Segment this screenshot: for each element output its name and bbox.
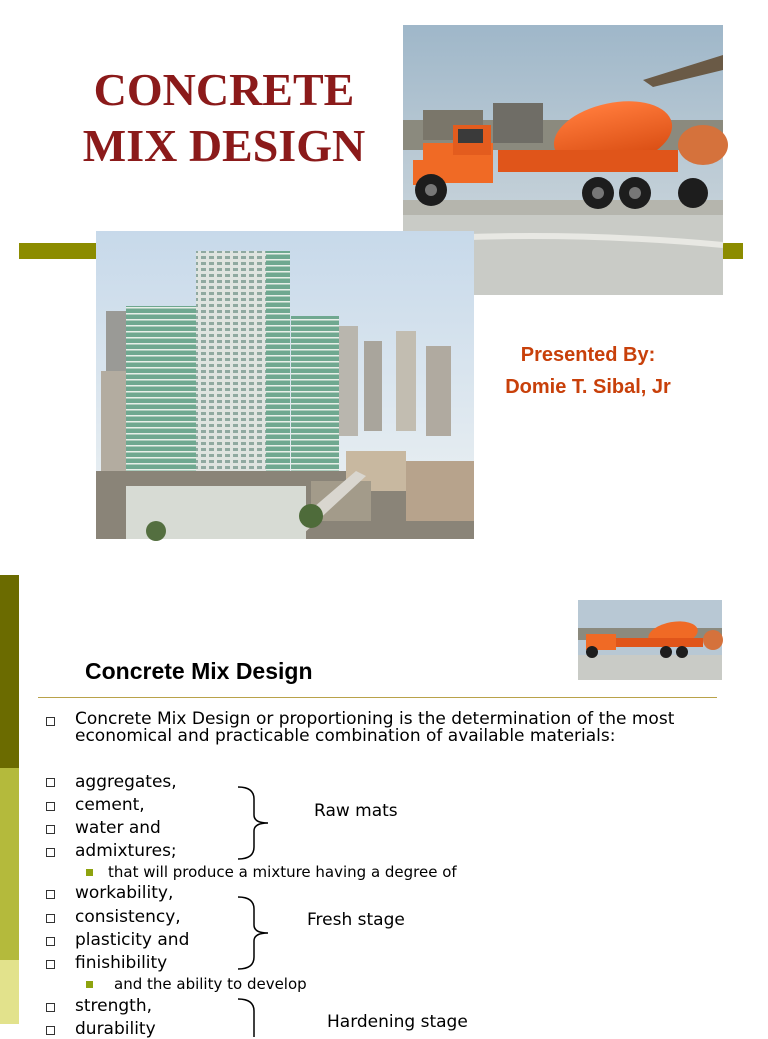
bullet-icon <box>46 914 55 923</box>
curly-brace-icon <box>234 785 274 861</box>
slide-heading: Concrete Mix Design <box>85 658 313 684</box>
content-slide <box>0 575 768 1039</box>
sub-item: and the ability to develop <box>114 975 307 993</box>
list-item: plasticity and <box>75 930 190 950</box>
list-item: aggregates, <box>75 772 177 792</box>
bullet-icon <box>46 717 55 726</box>
slide-title <box>40 62 408 174</box>
sub-item: that will produce a mixture having a degree of <box>108 863 457 881</box>
sidebar-segment-1 <box>0 575 19 768</box>
bullet-icon <box>46 937 55 946</box>
list-item: workability, <box>75 883 174 903</box>
intro-paragraph: Concrete Mix Design or proportioning is the determination of the most economical and practicable combination of available materials: <box>75 709 675 746</box>
high-rise-buildings-photo <box>96 231 474 539</box>
sidebar-segment-2 <box>0 768 19 960</box>
accent-band-right <box>722 243 743 259</box>
group-label-fresh-stage: Fresh stage <box>307 910 405 930</box>
bullet-icon <box>46 1003 55 1012</box>
slide-gap <box>0 560 768 575</box>
list-item: cement, <box>75 795 145 815</box>
bullet-icon <box>46 890 55 899</box>
bullet-icon <box>46 1026 55 1035</box>
bullet-icon <box>46 778 55 787</box>
list-item: admixtures; <box>75 841 177 861</box>
curly-brace-icon <box>234 895 274 971</box>
bullet-icon <box>46 802 55 811</box>
list-item: finishibility <box>75 953 168 973</box>
presenter-name: Domie T. Sibal, Jr <box>505 376 671 398</box>
list-item: water and <box>75 818 161 838</box>
presented-by-label: Presented By: <box>520 344 656 366</box>
list-item: strength, <box>75 996 153 1016</box>
curly-brace-icon <box>234 997 274 1037</box>
bullet-icon <box>46 825 55 834</box>
bullet-icon <box>46 848 55 857</box>
mixer-truck-thumbnail <box>578 600 722 680</box>
sidebar-segment-3 <box>0 960 19 1024</box>
sub-bullet-icon <box>86 869 93 876</box>
sub-bullet-icon <box>86 981 93 988</box>
accent-band-left <box>19 243 99 259</box>
title-line-1: CONCRETE <box>93 64 355 115</box>
bullet-icon <box>46 960 55 969</box>
group-label-raw-mats: Raw mats <box>314 801 398 821</box>
heading-divider <box>38 697 717 698</box>
title-line-2: MIX DESIGN <box>82 120 366 171</box>
list-item: durability <box>75 1019 156 1039</box>
group-label-hardening-stage: Hardening stage <box>327 1012 468 1032</box>
list-item: consistency, <box>75 907 181 927</box>
